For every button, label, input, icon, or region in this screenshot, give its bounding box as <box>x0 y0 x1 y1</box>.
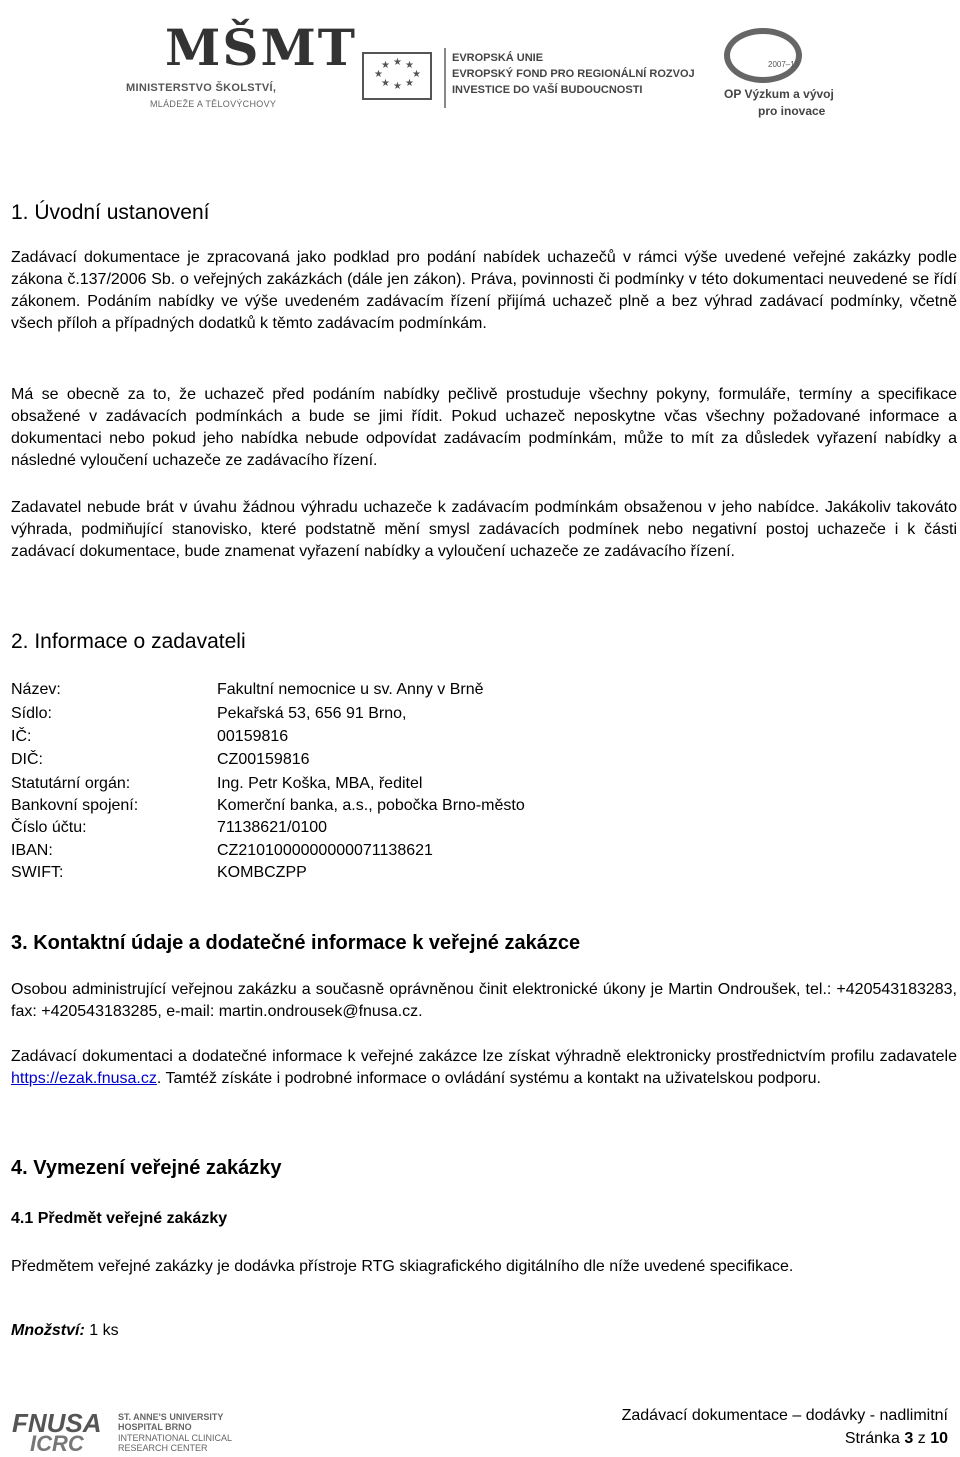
header-logos <box>0 0 960 160</box>
section-3-paragraph-2 <box>11 1046 957 1090</box>
profile-link[interactable]: https://ezak.fnusa.cz <box>11 1070 157 1087</box>
op-line1: OP Výzkum a vývoj <box>724 87 834 101</box>
section-3-p2-text-end: . Tamtéž získáte i podrobné informace o ovládání systému a kontakt na uživatelskou podporu. <box>156 1070 821 1087</box>
row-label: IČ: <box>11 728 32 745</box>
page-footer <box>622 1404 948 1450</box>
msmt-logo-line2: MLÁDEŽE A TĚLOVÝCHOVY <box>150 99 277 109</box>
eu-line2: EVROPSKÝ FOND PRO REGIONÁLNÍ ROZVOJ <box>452 68 695 80</box>
logo-line1: ST. ANNE'S UNIVERSITY <box>118 1412 224 1422</box>
section-3-title: 3. Kontaktní údaje a dodatečné informace k veřejné zakázce <box>11 932 581 954</box>
section-4-title: 4. Vymezení veřejné zakázky <box>11 1157 282 1179</box>
logo-line2: HOSPITAL BRNO <box>118 1422 192 1432</box>
footer-doc-title: Zadávací dokumentace – dodávky - nadlimitní <box>621 1407 948 1424</box>
quantity-value: 1 ks <box>84 1322 119 1339</box>
msmt-logo-mark: MŠMT <box>165 18 358 77</box>
row-label: Bankovní spojení: <box>11 797 139 814</box>
row-value: Fakultní nemocnice u sv. Anny v Brně <box>217 681 484 698</box>
logo-line4: RESEARCH CENTER <box>118 1443 208 1453</box>
row-value: CZ00159816 <box>217 751 310 768</box>
page-prefix: Stránka <box>844 1430 905 1447</box>
op-line2: pro inovace <box>758 104 826 118</box>
row-value: Komerční banka, a.s., pobočka Brno-město <box>217 797 525 814</box>
page-number <box>622 1427 948 1450</box>
op-year: 2007–13 <box>768 60 800 69</box>
section-3-paragraph-1: Osobou administrující veřejnou zakázku a současně oprávněnou činit elektronické úkony je Martin Ondroušek, tel.: +420543183283, fax: +420543183285, e-mail: martin.ondrousek@fnusa.cz. <box>11 981 957 1020</box>
row-label: Číslo účtu: <box>11 819 87 836</box>
page-current: 3 <box>904 1430 914 1447</box>
eu-logo <box>362 40 695 115</box>
row-label: IBAN: <box>11 842 53 859</box>
section-4-1-paragraph: Předmětem veřejné zakázky je dodávka přístroje RTG skiagrafického digitálního dle níže uvedené specifikace. <box>11 1258 794 1275</box>
eu-divider <box>444 48 446 108</box>
op-vavpi-logo <box>718 22 868 122</box>
quantity <box>11 1322 119 1340</box>
section-3-p2-text: Zadávací dokumentaci a dodatečné informace k veřejné zakázce lze získat výhradně elektronicky prostřednictvím profilu zadavatele <box>11 1048 957 1065</box>
msmt-logo <box>120 18 358 118</box>
row-label: SWIFT: <box>11 864 64 881</box>
section-2-title: 2. Informace o zadavateli <box>11 630 246 653</box>
row-value: KOMBCZPP <box>217 864 307 881</box>
eu-line3: INVESTICE DO VAŠÍ BUDOUCNOSTI <box>452 84 643 96</box>
section-1-title: 1. Úvodní ustanovení <box>11 201 210 224</box>
logo-line3: INTERNATIONAL CLINICAL <box>118 1433 233 1443</box>
eu-logo-text <box>452 50 695 98</box>
eu-line1: EVROPSKÁ UNIE <box>452 52 544 64</box>
quantity-label: Množství: <box>11 1322 85 1339</box>
icrc-logo-text: ICRC <box>30 1431 84 1456</box>
row-label: Sídlo: <box>11 705 52 722</box>
fnusa-logo-text: FNUSA <box>12 1408 102 1438</box>
section-1-paragraph-3: Zadavatel nebude brát v úvahu žádnou výhradu uchazeče k zadávacím podmínkám obsaženou v jeho nabídce. Jakákoliv takováto výhrada, podmiňující stanovisko, které podstatně mění smysl zadávacích podmínek nebo negativní postoj uchazeče i k části zadávací dokumentace, bude znamenat vyřazení nabídky a vyloučení uchazeče ze zadávacího řízení. <box>11 499 957 560</box>
row-value: 71138621/0100 <box>217 819 328 836</box>
section-4-1-title: 4.1 Předmět veřejné zakázky <box>11 1210 228 1227</box>
eu-flag-icon: ★ ★ ★ ★ ★ ★ ★ ★ <box>362 52 432 100</box>
row-label: Název: <box>11 681 61 698</box>
row-label: Statutární orgán: <box>11 775 131 792</box>
msmt-logo-line1: MINISTERSTVO ŠKOLSTVÍ, <box>126 82 277 94</box>
page-mid: z <box>913 1430 931 1447</box>
fnusa-icrc-logo <box>12 1408 233 1456</box>
section-1-paragraph-2: Má se obecně za to, že uchazeč před podáním nabídky pečlivě prostuduje všechny pokyny, formuláře, termíny a specifikace obsažené v zadávacích podmínkách a bude se jimi řídit. Pokud uchazeč neposkytne včas všechny požadované informace a dokumentaci nebo pokud jeho nabídka nebude odpovídat zadávacím podmínkám, může to mít za důsledek vyřazení nabídky a následné vyloučení uchazeče ze zadávacího řízení. <box>11 386 957 469</box>
row-value: CZ2101000000000071138621 <box>217 842 433 859</box>
section-1-paragraph-1: Zadávací dokumentace je zpracovaná jako podklad pro podání nabídek uchazečů v rámci výše uvedené veřejné zakázky podle zákona č.137/2006 Sb. o veřejných zakázkách (dále jen zákon). Práva, povinnosti či podmínky v této dokumentaci neuvedené se řídí zákonem. Podáním nabídky ve výše uvedeném zadávacím řízení přijímá uchazeč plně a bez výhrad zadávací podmínky, včetně všech příloh a případných dodatků k těmto zadávacím podmínkám. <box>11 249 957 332</box>
row-value: Pekařská 53, 656 91 Brno, <box>217 705 407 722</box>
op-circle-icon <box>724 28 802 83</box>
row-label: DIČ: <box>11 751 43 768</box>
page-total: 10 <box>930 1430 948 1447</box>
row-value: 00159816 <box>217 728 289 745</box>
row-value: Ing. Petr Koška, MBA, ředitel <box>217 775 423 792</box>
